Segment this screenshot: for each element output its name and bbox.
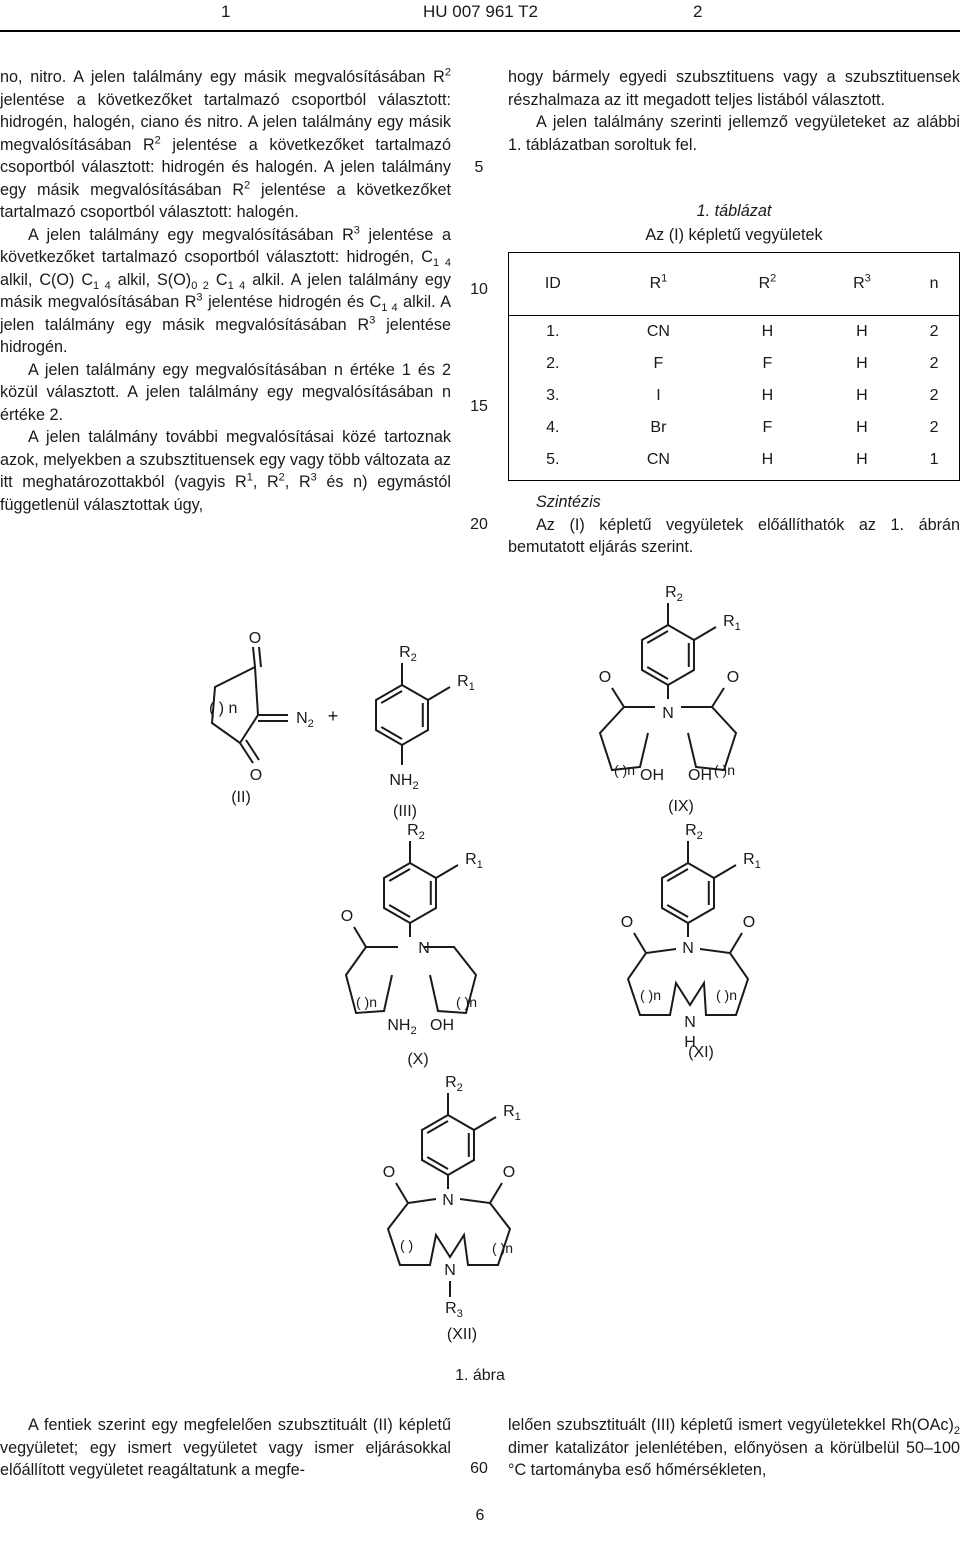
right-paragraph: A jelen találmány szerinti jellemző vegyületeket az alábbi 1. táblázatban soroltuk fel. bbox=[508, 113, 960, 154]
ring-size-label: ( )n bbox=[714, 762, 735, 778]
ring-size-label: ( )n bbox=[614, 762, 635, 778]
table-cell: CN bbox=[646, 451, 670, 468]
table-cell: H bbox=[856, 451, 868, 468]
ring-size-label: ( ) bbox=[400, 1237, 414, 1253]
compound-label-II: (II) bbox=[231, 789, 251, 806]
cyclopentene-ring bbox=[681, 707, 736, 770]
substituent-R3-label: $R_3$ bbox=[445, 1300, 463, 1320]
table-caption-title: Az (I) képletű vegyületek bbox=[645, 226, 823, 244]
table-cell: F bbox=[653, 355, 664, 372]
compound-label-XII: (XII) bbox=[446, 1326, 478, 1343]
ring-size-label: ( )n bbox=[492, 1240, 513, 1256]
bond-line bbox=[428, 687, 450, 700]
table-cell: H bbox=[761, 387, 774, 404]
compound-label-IX: (IX) bbox=[668, 798, 694, 815]
table-row bbox=[509, 348, 960, 380]
table-caption-number: 1. táblázat bbox=[696, 202, 772, 220]
table-header-cell: ID bbox=[544, 275, 561, 292]
table-cell: 1. bbox=[546, 323, 560, 340]
bond-line bbox=[667, 869, 688, 881]
bond-line bbox=[667, 905, 688, 917]
bond-line bbox=[647, 631, 668, 643]
table-cell: I bbox=[656, 387, 661, 404]
table-cell: 1 bbox=[929, 451, 939, 468]
bond-line bbox=[427, 1121, 448, 1133]
table-cell: H bbox=[761, 323, 774, 340]
bottom-left-text bbox=[0, 1414, 451, 1482]
right-column bbox=[508, 66, 960, 156]
bond-line bbox=[647, 667, 668, 679]
compound-label-III: (III) bbox=[393, 803, 417, 820]
nitrogen-label: N bbox=[662, 705, 674, 722]
table-header-cell: $R^2$ bbox=[758, 272, 777, 292]
oxygen-label: O bbox=[742, 914, 756, 931]
compound-label-X: (X) bbox=[407, 1051, 429, 1068]
bottom-left-paragraph: A fentiek szerint egy megfelelően szubsztituált (II) képletű vegyületet; egy ismert vegyületet vagy ismer eljárásokkal előállított vegyületet reagáltatunk a megfe- bbox=[0, 1416, 451, 1479]
bottom-right-paragraph: lelően szubsztituált (III) képletű ismert vegyületekkel $Rh(OAc)_2$ dimer katalizátor jelenlétében, előnyösen a körülbelül 50–100 °C tartományba eső hőmérsékleten, bbox=[508, 1416, 960, 1479]
table-cell: H bbox=[856, 355, 868, 372]
header-patent-number: HU 007 961 T2 bbox=[423, 2, 538, 21]
bond-line bbox=[714, 865, 736, 878]
left-paragraph: A jelen találmány további megvalósításai közé tartoznak azok, melyekben a szubsztituensek egy vagy több változata az itt meghatározottakból (vagyis $R^1$, $R^2$, $R^3$ és n) egymástól függetlenül választottak úgy, bbox=[0, 428, 451, 514]
header-left: 1 bbox=[221, 2, 231, 21]
right-paragraph: hogy bármely egyedi szubsztituens vagy a szubsztituensek részhalmaza az itt megadott teljes listából választott. bbox=[508, 68, 960, 109]
left-paragraph: A jelen találmány egy megvalósításában $R^3$ jelentése a következőket tartalmazó csoportból választott: hidrogén, $C_{1 4}$ alkil, C(O) $C_{1 4}$ alkil, $S(O)_{0 2}$ $C_{1 4}$ alkil. A jelen találmány egy másik megvalósításában $R^3$ jelentése hidrogén és $C_{1 4}$ alkil. A jelen találmány egy másik megvalósításában $R^3$ jelentése hidrogén. bbox=[0, 224, 452, 356]
synthesis-section bbox=[508, 491, 960, 559]
oxygen-label: O bbox=[340, 908, 354, 925]
table-cell: 3. bbox=[546, 387, 560, 404]
bond-line bbox=[253, 647, 255, 667]
table-cell: 2. bbox=[546, 355, 560, 372]
bond-line bbox=[381, 691, 402, 703]
bond-line bbox=[730, 933, 742, 953]
synthesis-text: Az (I) képletű vegyületek előállíthatók az 1. ábrán bemutatott eljárás szerint. bbox=[508, 515, 960, 556]
page-number: 6 bbox=[475, 1507, 485, 1524]
hydroxyl-label: OH bbox=[640, 767, 664, 784]
header-right: 2 bbox=[693, 2, 703, 21]
left-paragraph: no, nitro. A jelen találmány egy másik megvalósításában $R^2$ jelentése a következőket tartalmazó csoportból választott: hidrogén, halogén, ciano és nitro. A jelen találmány egy másik megvalósításában $R^2$ jelentése a következőket tartalmazó csoportból választott: hidrogén és halogén. A jelen találmány egy másik megvalósításában $R^2$ jelentése a következőket tartalmazó csoportból választott: halogén. bbox=[0, 66, 451, 221]
cyclopentene-ring bbox=[600, 707, 655, 770]
bond-line bbox=[436, 865, 458, 878]
line-number: 10 bbox=[470, 281, 488, 298]
table-header-cell: $R^3$ bbox=[853, 272, 871, 292]
table-header-cell: n bbox=[929, 275, 939, 292]
line-number: 15 bbox=[470, 398, 488, 415]
substituent-R1-label: $R_1$ bbox=[457, 673, 475, 693]
nitrogen-label: N bbox=[684, 1014, 696, 1031]
table-cell: H bbox=[856, 419, 868, 436]
benzene-ring bbox=[642, 625, 694, 685]
benzene-ring bbox=[384, 863, 436, 923]
line-number: 5 bbox=[474, 159, 484, 176]
hydroxyl-label: OH bbox=[688, 767, 712, 784]
ring-size-label: ( ) n bbox=[209, 700, 238, 717]
nitrogen-label: N bbox=[682, 940, 694, 957]
left-column bbox=[0, 66, 451, 516]
substituent-R1-label: $R_1$ bbox=[723, 613, 741, 633]
bond-line bbox=[396, 1183, 408, 1203]
bond-line bbox=[694, 627, 716, 640]
diazo-N2-label: $N_2$ bbox=[296, 710, 314, 730]
nitrogen-label: N bbox=[444, 1262, 456, 1279]
bond-line bbox=[381, 727, 402, 739]
substituent-R1-label: $R_1$ bbox=[503, 1103, 521, 1123]
compound-label-XI: (XI) bbox=[688, 1044, 714, 1061]
synthesis-heading: Szintézis bbox=[536, 493, 601, 511]
oxygen-label: O bbox=[598, 669, 612, 686]
substituent-R2-label: $R_2$ bbox=[445, 1074, 463, 1094]
oxygen-label: O bbox=[726, 669, 740, 686]
ring-size-label: ( )n bbox=[640, 987, 661, 1003]
substituent-R2-label: $R_2$ bbox=[665, 584, 683, 604]
hydrogen-label: H bbox=[684, 1034, 696, 1051]
table-cell: H bbox=[761, 451, 774, 468]
plus-sign: + bbox=[327, 706, 339, 726]
bond-line bbox=[259, 647, 261, 667]
bond-line bbox=[389, 869, 410, 881]
substituent-R2-label: $R_2$ bbox=[685, 822, 703, 842]
table-row bbox=[509, 444, 960, 481]
bottom-right-text bbox=[508, 1414, 960, 1482]
figure-caption: 1. ábra bbox=[455, 1367, 505, 1384]
oxygen-label: O bbox=[248, 630, 262, 647]
table-header-row bbox=[509, 253, 960, 316]
substituent-R1-label: $R_1$ bbox=[743, 851, 761, 871]
nitrogen-label: N bbox=[418, 940, 430, 957]
table-cell: 4. bbox=[546, 419, 560, 436]
bond-line bbox=[427, 1157, 448, 1169]
table-row bbox=[509, 380, 960, 412]
pyrazine-fused-rings bbox=[628, 949, 748, 1015]
table-cell: CN bbox=[646, 323, 670, 340]
bond-line bbox=[354, 927, 366, 947]
header-rule bbox=[0, 30, 960, 32]
bond-line bbox=[612, 688, 624, 707]
table-cell: Br bbox=[650, 419, 667, 436]
ring-size-label: ( )n bbox=[716, 987, 737, 1003]
table-cell: H bbox=[856, 323, 868, 340]
amine-NH2-label: $NH_2$ bbox=[387, 1017, 417, 1037]
bond-line bbox=[389, 905, 410, 917]
left-paragraph: A jelen találmány egy megvalósításában n értéke 1 és 2 közül választott. A jelen találmány egy megvalósításában n értéke 2. bbox=[0, 360, 451, 424]
oxygen-label: O bbox=[620, 914, 634, 931]
table-header-cell: $R^1$ bbox=[649, 272, 668, 292]
ring-size-label: ( )n bbox=[356, 994, 377, 1010]
table-cell: F bbox=[762, 419, 773, 436]
oxygen-label: O bbox=[382, 1164, 396, 1181]
oxygen-label: O bbox=[502, 1164, 516, 1181]
table-cell: F bbox=[762, 355, 773, 372]
ring-size-label: ( )n bbox=[456, 994, 477, 1010]
benzene-ring bbox=[662, 863, 714, 923]
compounds-table bbox=[508, 252, 960, 481]
table-cell: H bbox=[856, 387, 868, 404]
bond-line bbox=[712, 688, 724, 707]
table-row bbox=[509, 316, 960, 349]
table-cell: 2 bbox=[929, 323, 939, 340]
table-row bbox=[509, 412, 960, 444]
reaction-scheme bbox=[0, 575, 960, 1375]
line-number: 60 bbox=[470, 1460, 488, 1477]
amine-NH2-label: $NH_2$ bbox=[389, 772, 419, 792]
substituent-R2-label: $R_2$ bbox=[407, 822, 425, 842]
bond-line bbox=[474, 1117, 496, 1130]
substituent-R2-label: $R_2$ bbox=[399, 644, 417, 664]
bond-line bbox=[634, 933, 646, 953]
table-cell: 5. bbox=[546, 451, 560, 468]
substituent-R1-label: $R_1$ bbox=[465, 851, 483, 871]
table-cell: 2 bbox=[929, 419, 939, 436]
nitrogen-label: N bbox=[442, 1192, 454, 1209]
line-number: 20 bbox=[470, 516, 488, 533]
hydroxyl-label: OH bbox=[430, 1017, 454, 1034]
benzene-ring bbox=[422, 1115, 474, 1175]
table-cell: 2 bbox=[929, 355, 939, 372]
table-cell: 2 bbox=[929, 387, 939, 404]
bond-line bbox=[490, 1183, 502, 1203]
benzene-ring bbox=[376, 685, 428, 745]
oxygen-label: O bbox=[249, 767, 263, 784]
